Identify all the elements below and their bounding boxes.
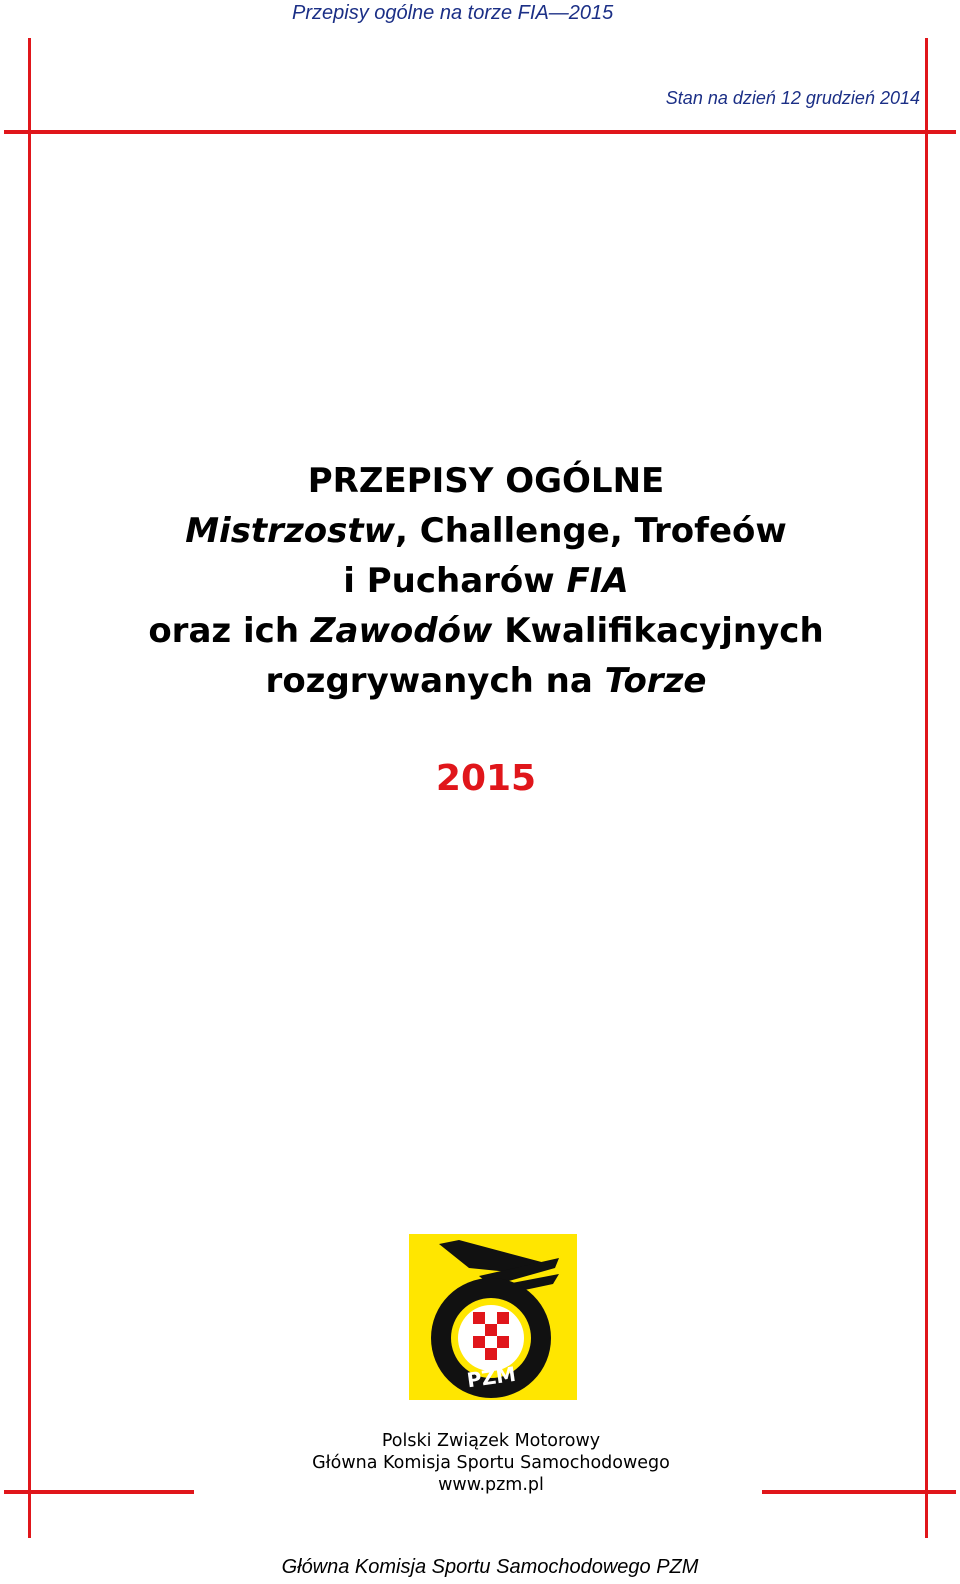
title-line-3: i Pucharów FIA xyxy=(343,561,629,601)
pzm-logo-icon xyxy=(409,1234,577,1400)
title-line-5: rozgrywanych na Torze xyxy=(265,661,707,701)
document-date: Stan na dzień 12 grudzień 2014 xyxy=(665,88,920,108)
title-line-1: PRZEPISY OGÓLNE xyxy=(307,461,665,501)
top-horizontal-rule xyxy=(4,130,956,134)
title-line-2: Mistrzostw, Challenge, Trofeów xyxy=(185,511,787,551)
organization-website[interactable]: www.pzm.pl xyxy=(438,1475,544,1495)
organization-department: Główna Komisja Sportu Samochodowego xyxy=(312,1453,670,1473)
running-footer: Główna Komisja Sportu Samochodowego PZM xyxy=(281,1556,699,1578)
running-header-title: Przepisy ogólne na torze FIA—2015 xyxy=(292,2,614,24)
document-title xyxy=(0,456,960,706)
edition-year: 2015 xyxy=(435,758,537,799)
organization-info xyxy=(0,1430,960,1496)
title-line-4: oraz ich Zawodów Kwalifikacyjnych xyxy=(148,611,824,651)
organization-name: Polski Związek Motorowy xyxy=(381,1431,601,1451)
logo-lettering: PZM xyxy=(465,1361,518,1393)
